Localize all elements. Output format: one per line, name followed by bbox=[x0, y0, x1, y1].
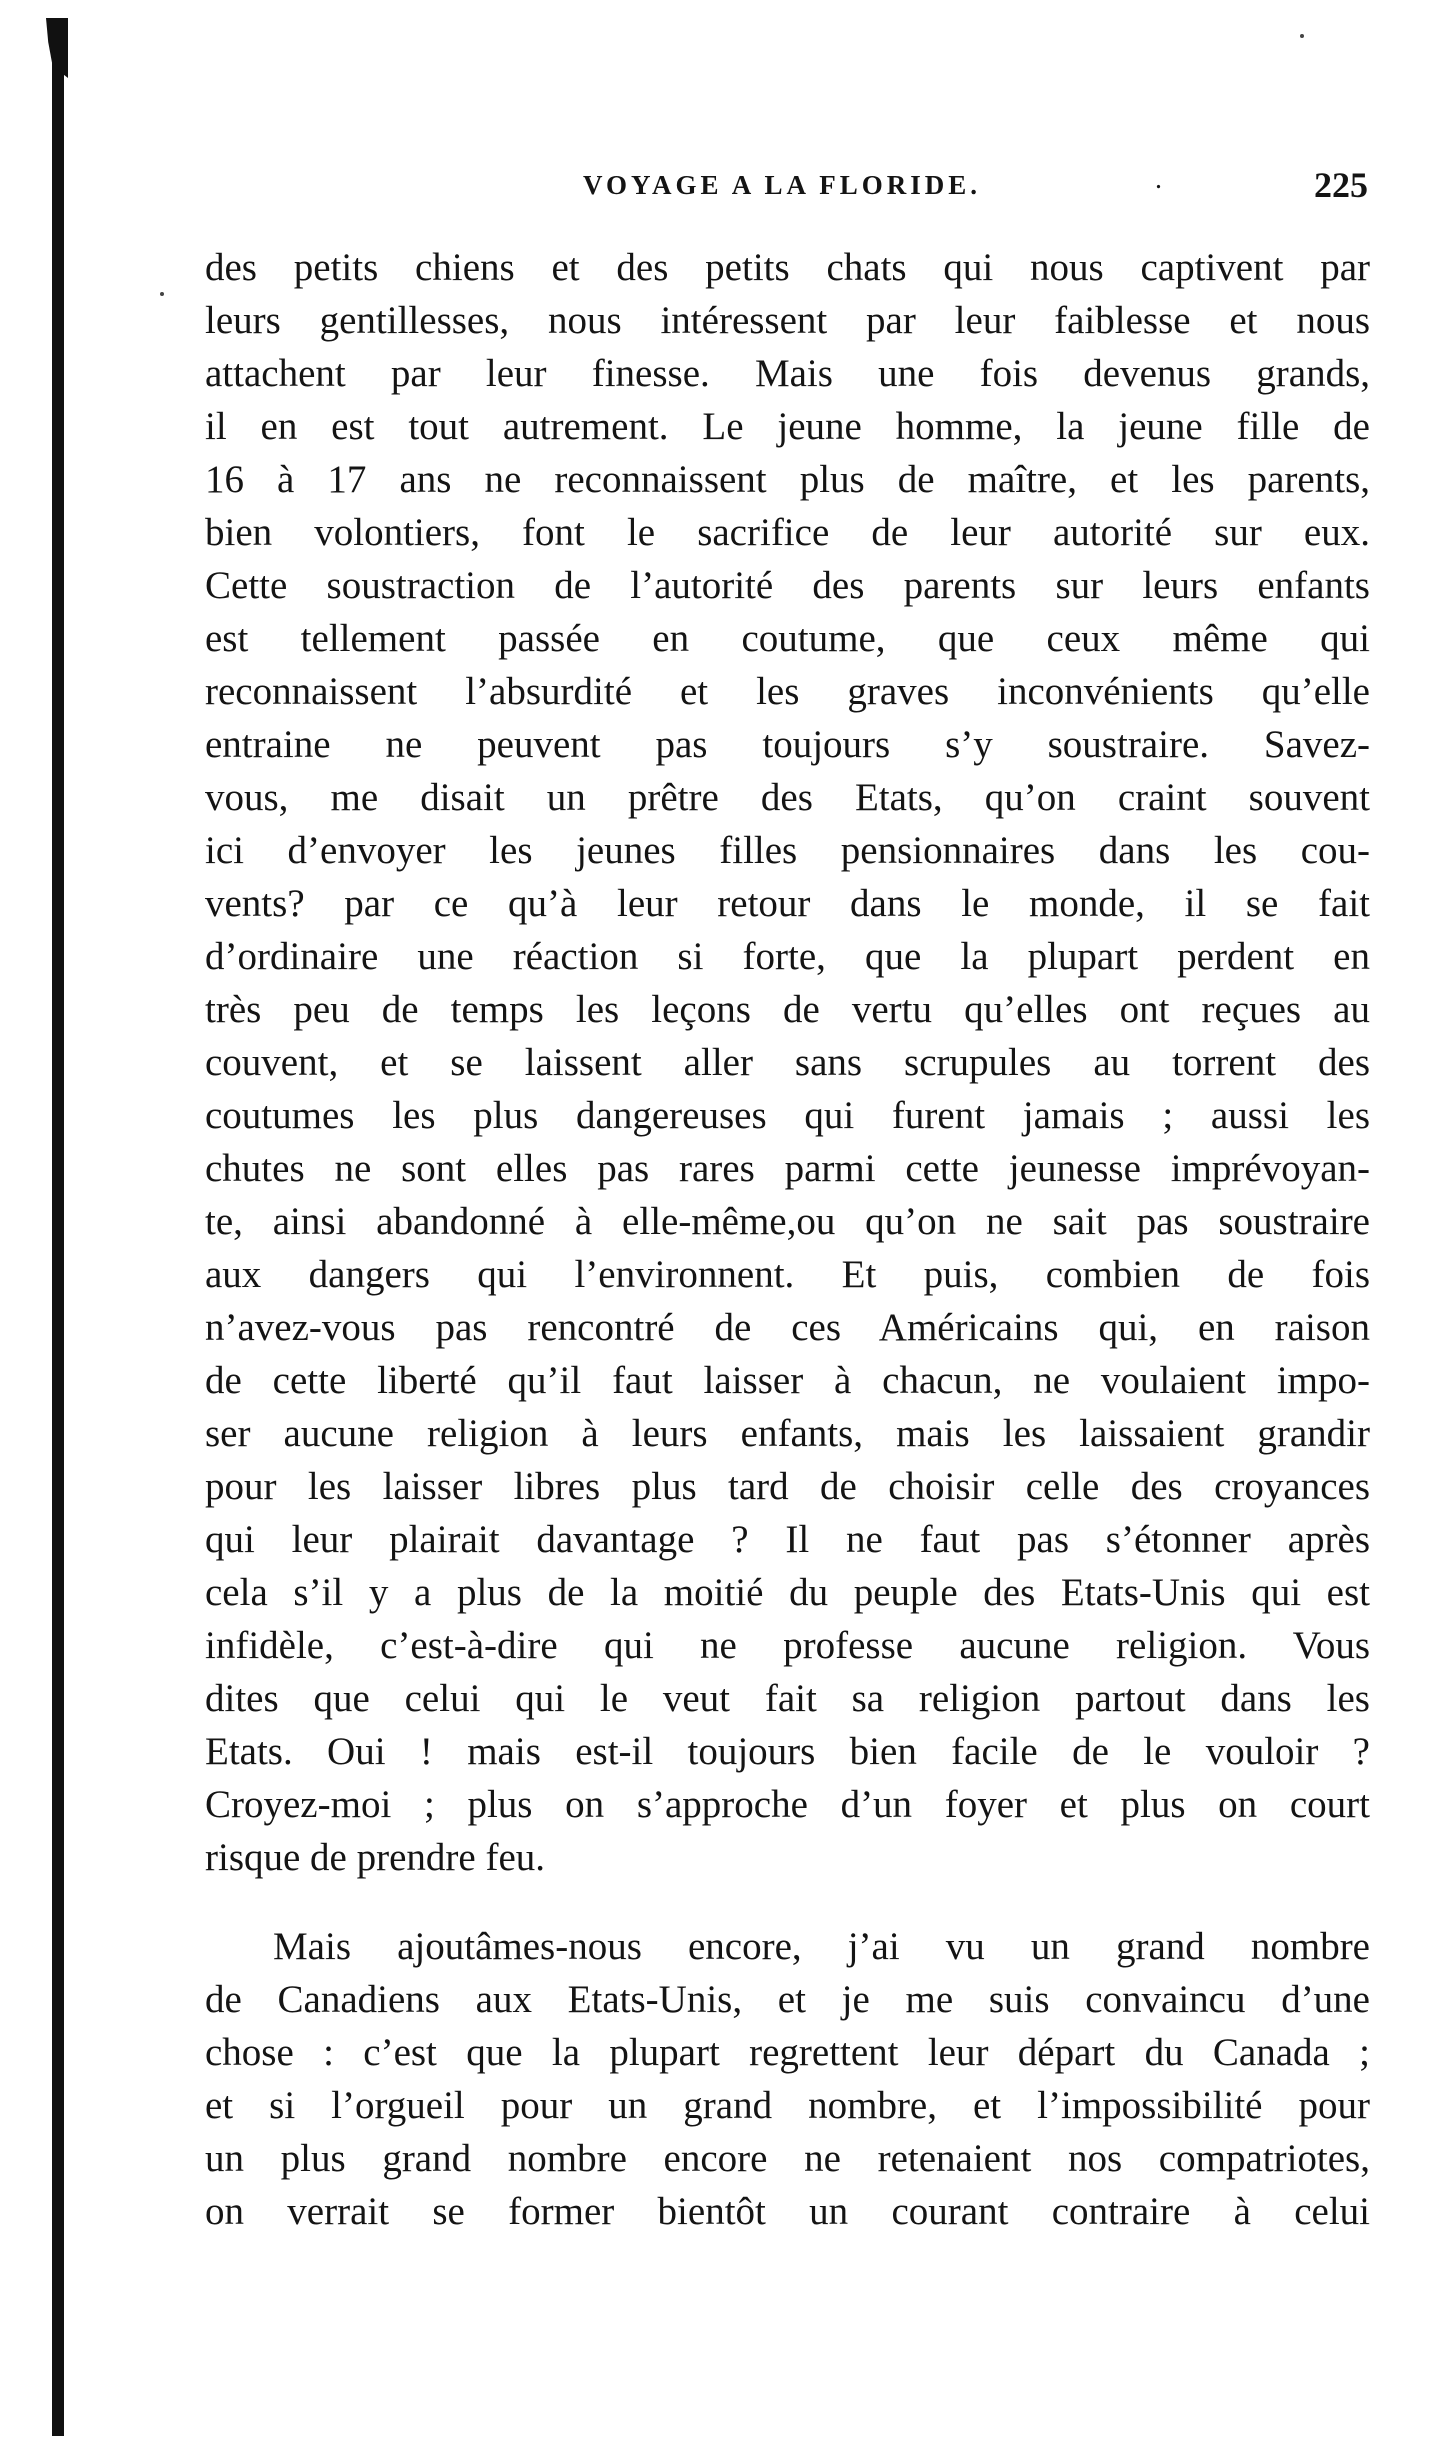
text-line: Etats. Oui ! mais est-il toujours bien facile de le vouloir ? bbox=[205, 1730, 1370, 1773]
text-line: 16 à 17 ans ne reconnaissent plus de maître, et les parents, bbox=[205, 458, 1370, 501]
text-line: il en est tout autrement. Le jeune homme, la jeune fille de bbox=[205, 405, 1370, 448]
text-line: ser aucune religion à leurs enfants, mais les laissaient grandir bbox=[205, 1412, 1370, 1455]
text-line: dites que celui qui le veut fait sa religion partout dans les bbox=[205, 1677, 1370, 1720]
text-line: attachent par leur finesse. Mais une fois devenus grands, bbox=[205, 352, 1370, 395]
running-title: VOYAGE A LA FLORIDE. bbox=[583, 170, 982, 200]
text-line: leurs gentillesses, nous intéressent par leur faiblesse et nous bbox=[205, 299, 1370, 342]
paragraph-gap bbox=[205, 1884, 1370, 1920]
page-number: 225 bbox=[1314, 165, 1368, 205]
text-line: Cette soustraction de l’autorité des parents sur leurs enfants bbox=[205, 564, 1370, 607]
text-line: chutes ne sont elles pas rares parmi cette jeunesse imprévoyan- bbox=[205, 1147, 1370, 1190]
text-line: reconnaissent l’absurdité et les graves inconvénients qu’elle bbox=[205, 670, 1370, 713]
text-line: cela s’il y a plus de la moitié du peuple des Etats-Unis qui est bbox=[205, 1571, 1370, 1614]
text-line: très peu de temps les leçons de vertu qu’elles ont reçues au bbox=[205, 988, 1370, 1031]
scan-speck bbox=[1300, 34, 1304, 38]
text-line: vents? par ce qu’à leur retour dans le monde, il se fait bbox=[205, 882, 1370, 925]
binding-mark bbox=[46, 18, 68, 78]
text-line: et si l’orgueil pour un grand nombre, et l’impossibilité pour bbox=[205, 2084, 1370, 2127]
text-line: coutumes les plus dangereuses qui furent jamais ; aussi les bbox=[205, 1094, 1370, 1137]
paragraph-2 bbox=[205, 1920, 1370, 2238]
text-line: entraine ne peuvent pas toujours s’y soustraire. Savez- bbox=[205, 723, 1370, 766]
text-line: infidèle, c’est-à-dire qui ne professe aucune religion. Vous bbox=[205, 1624, 1370, 1667]
text-line: aux dangers qui l’environnent. Et puis, combien de fois bbox=[205, 1253, 1370, 1296]
text-line: des petits chiens et des petits chats qui nous captivent par bbox=[205, 246, 1370, 289]
text-line: un plus grand nombre encore ne retenaient nos compatriotes, bbox=[205, 2137, 1370, 2180]
text-line: de cette liberté qu’il faut laisser à chacun, ne voulaient impo- bbox=[205, 1359, 1370, 1402]
text-line: n’avez-vous pas rencontré de ces Américains qui, en raison bbox=[205, 1306, 1370, 1349]
text-line: Mais ajoutâmes-nous encore, j’ai vu un grand nombre bbox=[273, 1925, 1370, 1968]
scan-speck bbox=[160, 292, 164, 296]
text-line: bien volontiers, font le sacrifice de leur autorité sur eux. bbox=[205, 511, 1370, 554]
text-line: te, ainsi abandonné à elle-même,ou qu’on ne sait pas soustraire bbox=[205, 1200, 1370, 1243]
binding-edge bbox=[52, 18, 64, 2436]
body-text bbox=[205, 241, 1370, 2238]
text-line: qui leur plairait davantage ? Il ne faut pas s’étonner après bbox=[205, 1518, 1370, 1561]
text-line: couvent, et se laissent aller sans scrupules au torrent des bbox=[205, 1041, 1370, 1084]
text-line: de Canadiens aux Etats-Unis, et je me suis convaincu d’une bbox=[205, 1978, 1370, 2021]
text-line: Croyez-moi ; plus on s’approche d’un foyer et plus on court bbox=[205, 1783, 1370, 1826]
paragraph-1 bbox=[205, 241, 1370, 1884]
running-head bbox=[0, 162, 1456, 212]
text-line: ici d’envoyer les jeunes filles pensionnaires dans les cou- bbox=[205, 829, 1370, 872]
text-line: d’ordinaire une réaction si forte, que la plupart perdent en bbox=[205, 935, 1370, 978]
header-separator: . bbox=[1155, 164, 1162, 195]
text-line: risque de prendre feu. bbox=[205, 1836, 546, 1879]
text-line: on verrait se former bientôt un courant contraire à celui bbox=[205, 2190, 1370, 2233]
text-line: vous, me disait un prêtre des Etats, qu’on craint souvent bbox=[205, 776, 1370, 819]
text-line: est tellement passée en coutume, que ceux même qui bbox=[205, 617, 1370, 660]
text-line: pour les laisser libres plus tard de choisir celle des croyances bbox=[205, 1465, 1370, 1508]
text-line: chose : c’est que la plupart regrettent leur départ du Canada ; bbox=[205, 2031, 1370, 2074]
